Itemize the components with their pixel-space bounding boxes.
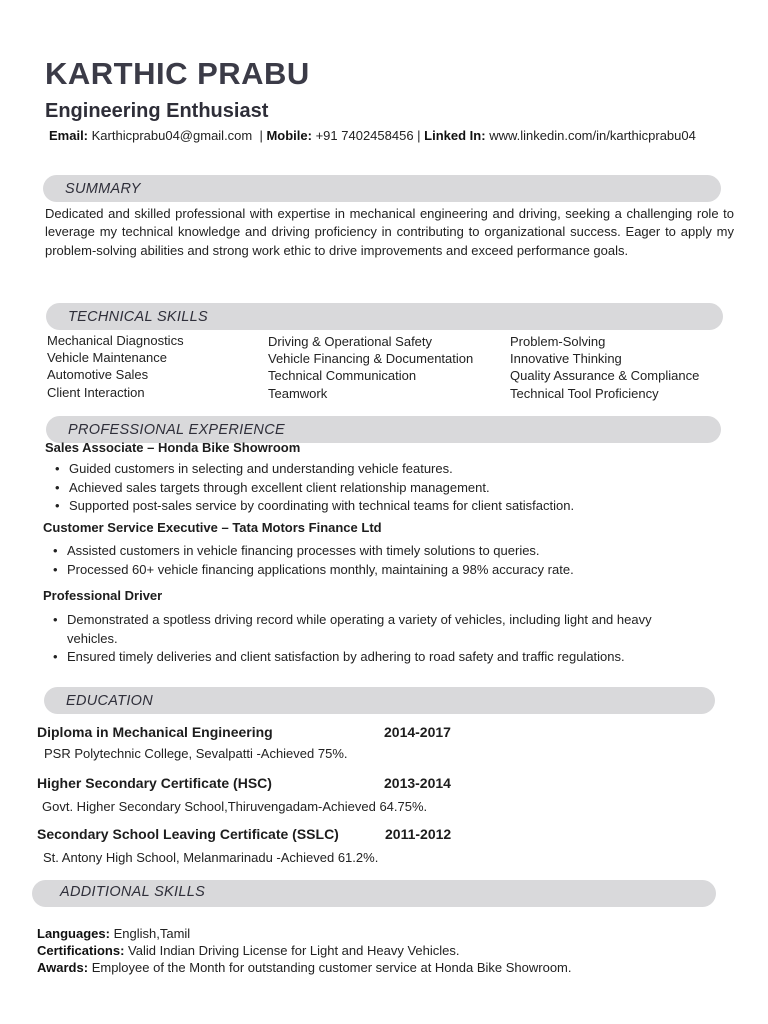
languages-value: English,Tamil	[113, 926, 191, 941]
job-bullet: • Supported post-sales service by coordinating with technical teams for client satisfaction.	[69, 497, 709, 516]
linkedin-label: Linked In:	[424, 128, 486, 143]
education-degree: Diploma in Mechanical Engineering	[37, 724, 273, 740]
skills-column-1	[47, 332, 184, 401]
education-school: St. Antony High School, Melanmarinadu -Achieved 61.2%.	[43, 850, 379, 865]
mobile-label: Mobile:	[266, 128, 312, 143]
skill-item: Vehicle Maintenance	[47, 350, 167, 366]
section-header-skills	[46, 303, 723, 330]
certifications-value: Valid Indian Driving License for Light and Heavy Vehicles.	[128, 943, 460, 958]
job-title: Professional Driver	[43, 588, 163, 603]
candidate-name: KARTHIC PRABU	[45, 56, 310, 91]
languages-line	[37, 925, 190, 943]
education-degree: Higher Secondary Certificate (HSC)	[37, 775, 272, 791]
mobile-value: +91 7402458456	[315, 128, 414, 143]
job-bullet: • Demonstrated a spotless driving record while operating a variety of vehicles, including light and heavy vehicles.	[67, 611, 677, 648]
education-degree: Secondary School Leaving Certificate (SSLC)	[37, 826, 339, 842]
candidate-title: Engineering Enthusiast	[45, 100, 269, 122]
skill-item: Technical Communication	[268, 368, 417, 384]
education-years: 2013-2014	[384, 775, 451, 791]
skill-item: Technical Tool Proficiency	[510, 385, 659, 401]
awards-value: Employee of the Month for outstanding customer service at Honda Bike Showroom.	[91, 960, 572, 975]
job-bullet: • Ensured timely deliveries and client satisfaction by adhering to road safety and traffic regulations.	[67, 648, 677, 667]
section-title-experience: PROFESSIONAL EXPERIENCE	[68, 422, 285, 438]
skill-item: Vehicle Financing & Documentation	[268, 351, 474, 367]
skills-column-2	[268, 333, 473, 402]
education-school: PSR Polytechnic College, Sevalpatti -Achieved 75%.	[44, 746, 348, 761]
languages-label: Languages:	[37, 926, 110, 941]
education-years: 2011-2012	[385, 826, 452, 842]
section-header-education	[44, 687, 715, 714]
section-title-education: EDUCATION	[66, 693, 154, 709]
contact-line: Email: Karthicprabu04@gmail.com | Mobile: +91 7402458456 | Linked In: www.linkedin.com/in/karthicprabu04	[49, 128, 696, 143]
skill-item: Automotive Sales	[47, 367, 149, 383]
job-bullets	[69, 460, 709, 516]
skill-item: Quality Assurance & Compliance	[510, 368, 700, 384]
skill-item: Mechanical Diagnostics	[47, 333, 184, 348]
skill-item: Client Interaction	[47, 384, 145, 400]
section-title-additional: ADDITIONAL SKILLS	[60, 884, 206, 900]
linkedin-value: www.linkedin.com/in/karthicprabu04	[489, 128, 696, 143]
email-label: Email:	[49, 128, 89, 143]
awards-line	[37, 959, 572, 977]
summary-text: Dedicated and skilled professional with expertise in mechanical engineering and driving, seeking a challenging role to leverage my technical knowledge and driving proficiency in contributing to organizational success. Eager to apply my problem-solving abilities and strong work ethic to drive improvements and exceed performance goals.	[45, 206, 734, 258]
certifications-label: Certifications:	[37, 943, 125, 958]
job-bullet: • Processed 60+ vehicle financing applications monthly, maintaining a 98% accuracy rate.	[67, 561, 707, 580]
job-bullets	[67, 542, 707, 579]
email-value: Karthicprabu04@gmail.com	[91, 128, 253, 143]
skill-item: Teamwork	[268, 385, 328, 401]
job-title: Sales Associate – Honda Bike Showroom	[45, 440, 301, 455]
skills-column-3	[510, 333, 699, 402]
section-title-skills: TECHNICAL SKILLS	[68, 309, 208, 325]
section-header-additional	[32, 880, 716, 907]
certifications-line	[37, 942, 459, 960]
job-bullet: • Assisted customers in vehicle financing processes with timely solutions to queries.	[67, 542, 707, 561]
job-bullets	[67, 611, 677, 667]
skill-item: Innovative Thinking	[510, 351, 622, 367]
section-header-summary	[43, 175, 721, 202]
skill-item: Problem-Solving	[510, 334, 606, 349]
education-years: 2014-2017	[384, 724, 451, 740]
job-bullet: • Guided customers in selecting and understanding vehicle features.	[69, 460, 709, 479]
education-school: Govt. Higher Secondary School,Thiruvengadam-Achieved 64.75%.	[42, 799, 428, 814]
skill-item: Driving & Operational Safety	[268, 334, 433, 349]
section-title-summary: SUMMARY	[65, 181, 141, 197]
job-title: Customer Service Executive – Tata Motors Finance Ltd	[43, 520, 382, 535]
awards-label: Awards:	[37, 960, 89, 975]
job-bullet: • Achieved sales targets through excellent client relationship management.	[69, 479, 709, 498]
section-header-experience	[46, 416, 721, 443]
